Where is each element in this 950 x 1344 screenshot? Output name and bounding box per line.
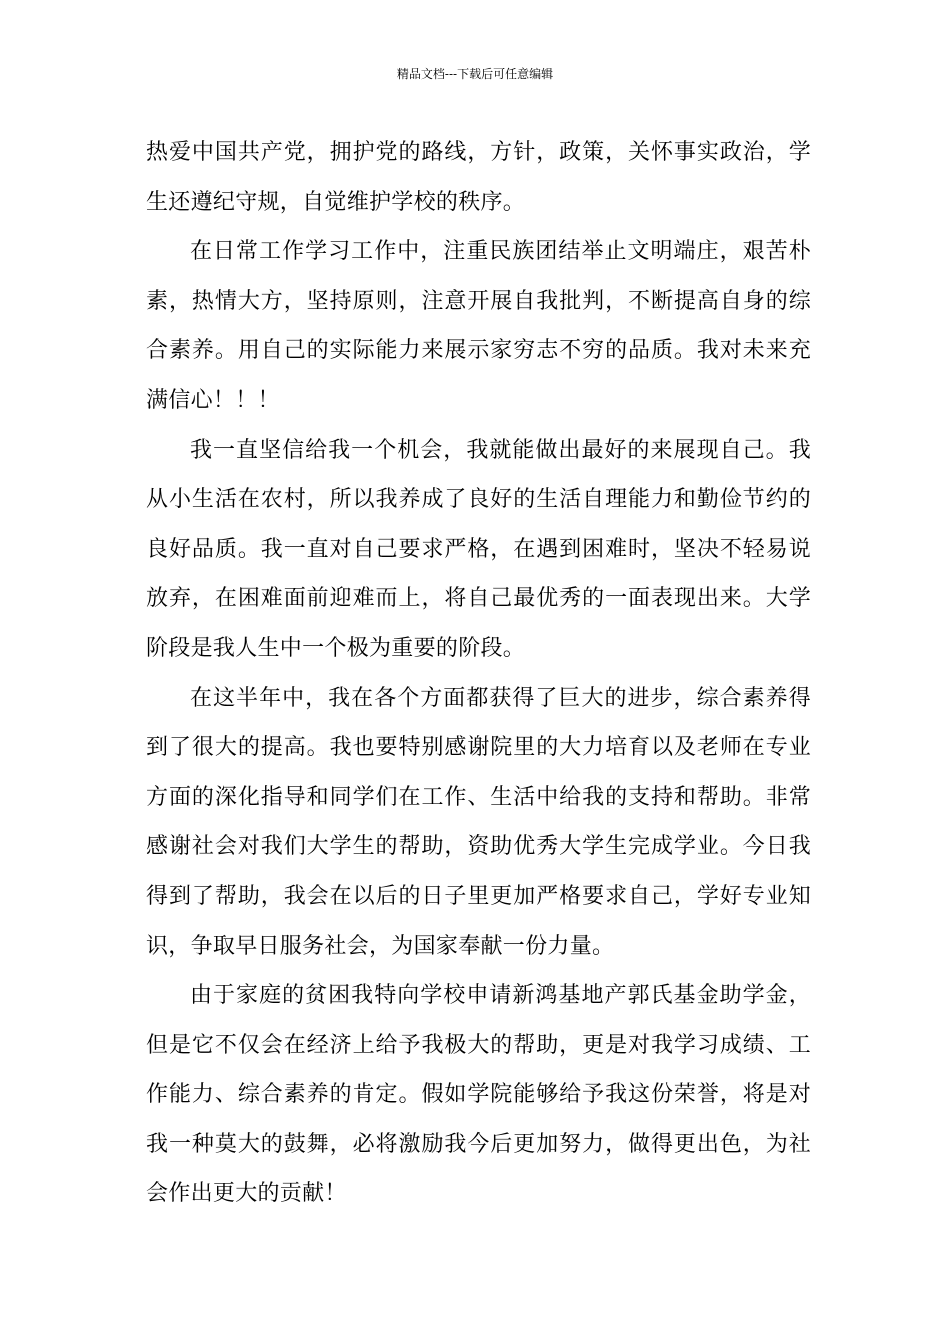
paragraph-1: 热爱中国共产党，拥护党的路线，方针，政策，关怀事实政治，学生还遵纪守规，自觉维护学校的秩序。	[146, 140, 811, 215]
paragraph-4: 在这半年中，我在各个方面都获得了巨大的进步，综合素养得到了很大的提高。我也要特别感谢院里的大力培育以及老师在专业方面的深化指导和同学们在工作、生活中给我的支持和帮助。非常感谢社会对我们大学生的帮助，资助优秀大学生完成学业。今日我得到了帮助，我会在以后的日子里更加严格要求自己，学好专业知识，争取早日服务社会，为国家奉献一份力量。	[146, 685, 811, 959]
paragraph-2: 在日常工作学习工作中，注重民族团结举止文明端庄，艰苦朴素，热情大方，坚持原则，注意开展自我批判，不断提高自身的综合素养。用自己的实际能力来展示家穷志不穷的品质。我对未来充满信心！！！	[146, 239, 811, 413]
page-header: 精品文档---下载后可任意编辑	[396, 67, 554, 81]
document-body	[146, 128, 811, 1219]
paragraph-3: 我一直坚信给我一个机会，我就能做出最好的来展现自己。我从小生活在农村，所以我养成了良好的生活自理能力和勤俭节约的良好品质。我一直对自己要求严格，在遇到困难时，坚决不轻易说放弃，在困难面前迎难而上，将自己最优秀的一面表现出来。大学阶段是我人生中一个极为重要的阶段。	[146, 437, 811, 661]
paragraph-5: 由于家庭的贫困我特向学校申请新鸿基地产郭氏基金助学金，但是它不仅会在经济上给予我极大的帮助，更是对我学习成绩、工作能力、综合素养的肯定。假如学院能够给予我这份荣誉，将是对我一种莫大的鼓舞，必将激励我今后更加努力，做得更出色，为社会作出更大的贡献！	[146, 983, 811, 1207]
